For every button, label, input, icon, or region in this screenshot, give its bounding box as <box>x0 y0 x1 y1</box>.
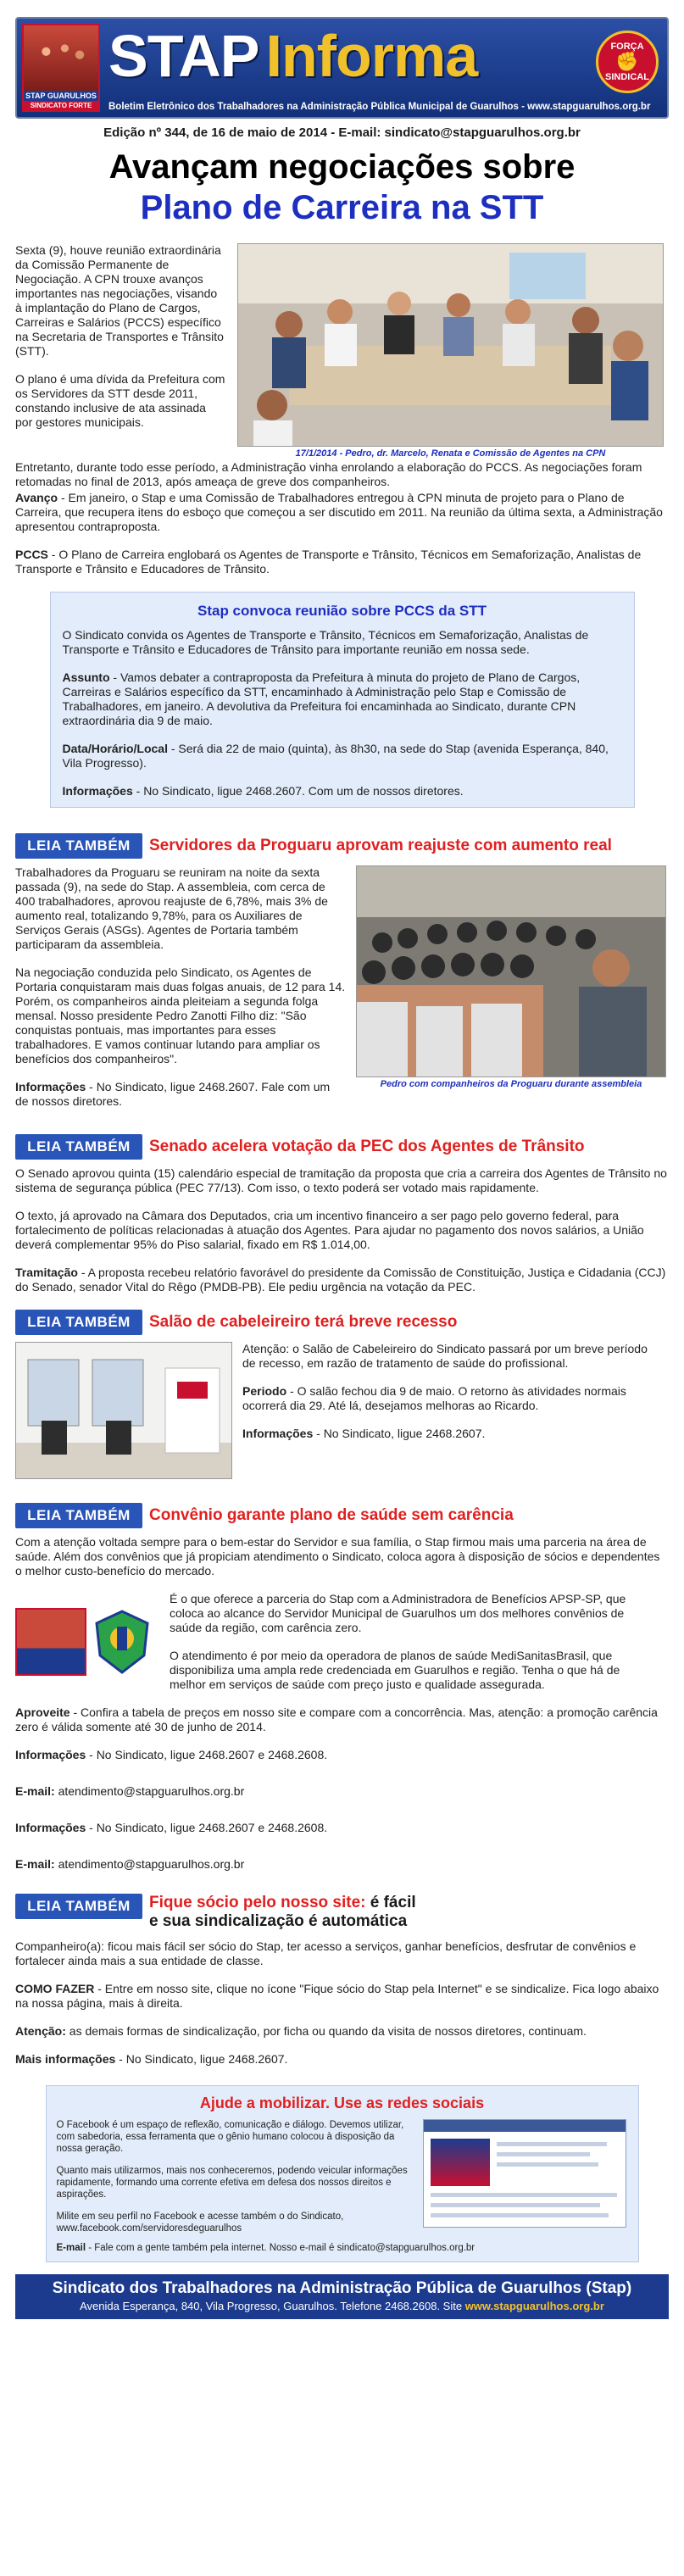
mais-info-text: - No Sindicato, ligue 2468.2607. <box>115 2052 288 2066</box>
como-fazer-text: - Entre em nosso site, clique no ícone "Fique sócio do Stap pela Internet" e se sindicalize. Fica logo abaixo na nossa página, mais à direita. <box>15 1982 659 2010</box>
salao-p2 <box>242 1384 649 1413</box>
convenio-email2-label: E-mail: <box>15 1857 55 1871</box>
como-fazer-label: COMO FAZER <box>15 1982 95 1995</box>
pccs-label: PCCS <box>15 548 48 561</box>
article-convenio <box>15 1535 669 1872</box>
article-pccs-p4 <box>15 491 669 534</box>
crowd-image <box>24 25 98 91</box>
article-pccs-p5 <box>15 548 669 576</box>
leia-tambem-label: LEIA TAMBÉM <box>15 1310 142 1335</box>
convenio-info-label: Informações <box>15 1748 86 1761</box>
stap-logo <box>22 24 100 112</box>
fb-line <box>497 2142 607 2146</box>
atencao-label: Atenção: <box>15 2024 66 2038</box>
data-horario-text: - Será dia 22 de maio (quinta), às 8h30, na sede do Stap (avenida Esperança, 840, Vila Progresso). <box>62 742 609 770</box>
article-pccs-p3: Entretanto, durante todo esse período, a Administração vinha enrolando a elaboração do PCCS. As negociações foram retomadas no final de 2013, após ameaça de greve dos companheiros. <box>15 460 642 488</box>
convenio-p2: É o que oferece a parceria do Stap com a Administradora de Benefícios APSP-SP, que coloca ao alcance do Servidor Municipal de Guarulhos um dos melhores convênios de saúde da região, com carência zero. <box>170 1592 626 1634</box>
main-headline <box>15 147 669 228</box>
periodo-text: - O salão fechou dia 9 de maio. O retorno às atividades normais ocorrerá dia 29. Até lá, desejamos melhoras ao Ricardo. <box>242 1384 626 1412</box>
article-salao-header <box>15 1310 669 1335</box>
logo-line2: SINDICATO FORTE <box>24 101 98 110</box>
leia-tambem-label: LEIA TAMBÉM <box>15 833 142 859</box>
convenio-email2-link[interactable]: atendimento@stapguarulhos.org.br <box>54 1857 245 1871</box>
proguaru-info-label: Informações <box>15 1080 86 1093</box>
social-media-box <box>46 2085 639 2262</box>
article-proguaru-body <box>15 865 346 1122</box>
socio-p4 <box>15 2052 669 2067</box>
article-pccs <box>15 243 669 459</box>
article-convenio-header <box>15 1503 669 1528</box>
aproveite-label: Aproveite <box>15 1705 70 1719</box>
proguaru-p2: Na negociação conduzida pelo Sindicato, os Agentes de Portaria conquistaram mais duas folgas anuais, de 12 para 14. Porém, os companheiros ainda pleiteiam a segunda folga mensal. Nosso presidente Pedro Zanotti Filho diz: "São conquistas pontuais, mas importantes para esses trabalhadores. E vamos continuar lutando para ampliar os benefícios dos companheiros". <box>15 965 346 1065</box>
article-pccs-p1: Sexta (9), houve reunião extraordinária da Comissão Permanente de Negociação. A CPN trouxe avanços importantes nas negociações, visando à implantação do Plano de Cargos, Carreiras e Salários (PCCS) específico na Secretaria de Transportes e Trânsito (STT). <box>15 243 224 358</box>
article-proguaru-title[interactable]: Servidores da Proguaru aprovam reajuste com aumento real <box>149 837 612 854</box>
footer-address <box>19 2300 665 2312</box>
footer-site-link[interactable]: www.stapguarulhos.org.br <box>464 2300 604 2312</box>
article-socio <box>15 1939 669 2067</box>
fb-line <box>431 2203 600 2207</box>
headline-line1: Avançam negociações sobre <box>108 148 576 186</box>
facebook-cover-image <box>431 2139 490 2186</box>
social-email-text[interactable]: - Fale com a gente também pela internet. Nosso e-mail é sindicato@stapguarulhos.org.br <box>86 2243 475 2253</box>
callout-p3 <box>63 742 622 771</box>
article-salao <box>15 1342 669 1479</box>
article-pccs-intro <box>15 243 225 459</box>
masthead <box>15 17 669 119</box>
socio-p2 <box>15 1982 669 2011</box>
footer <box>15 2274 669 2319</box>
social-p3[interactable]: Milite em seu perfil no Facebook e acesse também o do Sindicato, www.facebook.com/servidoresdeguarulhos <box>56 2212 344 2234</box>
badge-bottom-text: SINDICAL <box>605 72 649 82</box>
leia-tambem-label: LEIA TAMBÉM <box>15 1503 142 1528</box>
badge-top-text: FORÇA <box>610 42 644 52</box>
pccs-text: - O Plano de Carreira englobará os Agentes de Transporte e Trânsito, Técnicos em Semaforização, Analistas de Transporte e Trânsito e Educadores de Trânsito. <box>15 548 642 576</box>
fb-line <box>431 2193 617 2197</box>
article-senado-header <box>15 1134 669 1160</box>
footer-address-text: Avenida Esperança, 840, Vila Progresso, Guarulhos. Telefone 2468.2608. Site <box>80 2300 465 2312</box>
article-senado <box>15 1166 669 1294</box>
article-pccs-p2: O plano é uma dívida da Prefeitura com os Servidores da STT desde 2011, constando inclusive de ata assinada por gestores municipais. <box>15 372 225 429</box>
fist-icon: ✊ <box>615 51 639 72</box>
convenio-p5 <box>15 1748 669 1762</box>
senado-p3 <box>15 1266 669 1294</box>
social-p1: O Facebook é um espaço de reflexão, comunicação e diálogo. Devemos utilizar, com sabedoria, essa ferramenta que o gênio humano colocou à disposição da nossa geração. <box>56 2120 404 2154</box>
leia-tambem-label: LEIA TAMBÉM <box>15 1134 142 1160</box>
callout-p1: O Sindicato convida os Agentes de Transporte e Trânsito, Técnicos em Semaforização, Analistas de Transporte e Trânsito e Educadores de Trânsito para importante reunião em nossa sede. <box>62 628 589 656</box>
article-senado-title[interactable]: Senado acelera votação da PEC dos Agentes de Trânsito <box>149 1138 585 1155</box>
edition-line: Edição nº 344, de 16 de maio de 2014 - E-mail: sindicato@stapguarulhos.org.br <box>103 125 581 140</box>
fb-line <box>431 2213 609 2217</box>
article-proguaru-header <box>15 833 669 859</box>
facebook-page-screenshot <box>423 2119 626 2228</box>
logo-line1: STAP GUARULHOS <box>24 91 98 101</box>
stap-small-logo <box>15 1608 86 1676</box>
proguaru-photo-block <box>356 865 666 1122</box>
meeting-photo-caption: 17/1/2014 - Pedro, dr. Marcelo, Renata e Comissão de Agentes na CPN <box>295 448 606 459</box>
salao-info-label: Informações <box>242 1427 314 1440</box>
forca-sindical-badge <box>596 31 659 93</box>
proguaru-p1: Trabalhadores da Proguaru se reuniram na noite da sexta passada (9), na sede do Stap. A assembleia, com cerca de 400 trabalhadores, aprovou reajuste de 6,78%, mais 3% de aumento real, totalizando 9,78%, para os Auxiliares de Serviços Gerais (ASGs). Agentes de Portaria também participaram da assembleia. <box>15 865 328 951</box>
salao-p3 <box>242 1427 649 1441</box>
leia-tambem-label: LEIA TAMBÉM <box>15 1894 142 1919</box>
headline-line2: Plano de Carreira na STT <box>140 189 544 226</box>
article-salao-body <box>242 1342 649 1479</box>
social-email <box>57 2243 628 2253</box>
meeting-callout <box>50 592 635 808</box>
avanco-label: Avanço <box>15 491 58 504</box>
periodo-label: Periodo <box>242 1384 287 1398</box>
facebook-header-bar <box>424 2120 626 2132</box>
callout-title: Stap convoca reunião sobre PCCS da STT <box>197 603 487 619</box>
convenio-email-link[interactable]: atendimento@stapguarulhos.org.br <box>54 1784 245 1798</box>
social-title: Ajude a mobilizar. Use as redes sociais <box>199 2095 485 2111</box>
masthead-title-informa: Informa <box>265 23 478 89</box>
article-proguaru <box>15 865 669 1122</box>
fb-line <box>497 2152 590 2156</box>
socio-p1: Companheiro(a): ficou mais fácil ser sócio do Stap, ter acesso a serviços, ganhar benefícios, desfrutar de convênios e fortalecer ainda mais a sua entidade de classe. <box>15 1939 637 1967</box>
salao-info-text: - No Sindicato, ligue 2468.2607. <box>313 1427 486 1440</box>
convenio-p6 <box>15 1784 669 1799</box>
senado-p2: O texto, já aprovado na Câmara dos Deputados, cria um incentivo financeiro a ser pago pelo governo federal, para fortalecimento de políticas relacionadas à atuação dos Agentes. Para ajudar no pagamento dos novos salários, a União deverá complementar 95% do Piso salarial, fixado em R$ 1.014,00. <box>15 1209 644 1251</box>
apsp-logo <box>92 1608 153 1676</box>
convenio-p1: Com a atenção voltada sempre para o bem-estar do Servidor e sua família, o Stap firmou mais uma parceria na área de saúde. Além dos convênios que já propiciam atendimento o Sindicato, coloca agora à disposição de sócios e dependentes o melhor custo-benefício do mercado. <box>15 1535 660 1577</box>
convenio-info2-text: - No Sindicato, ligue 2468.2607 e 2468.2608. <box>86 1821 328 1834</box>
salon-photo <box>15 1342 232 1479</box>
article-socio-title[interactable] <box>149 1894 416 1931</box>
masthead-subtitle-text: Boletim Eletrônico dos Trabalhadores na Administração Pública Municipal de Guarulhos - <box>108 102 528 112</box>
article-pccs-body <box>15 460 669 576</box>
tramitacao-label: Tramitação <box>15 1266 78 1279</box>
convenio-email-label: E-mail: <box>15 1784 55 1798</box>
convenio-logos <box>15 1592 159 1692</box>
convenio-p7 <box>15 1821 669 1835</box>
tramitacao-text: - A proposta recebeu relatório favorável do presidente da Comissão de Constituição, Justiça e Cidadania (CCJ) do Senado, senador Vital do Rêgo (PMDB-PB). Ele pediu urgência na votação da PEC. <box>15 1266 666 1294</box>
assunto-label: Assunto <box>62 670 110 684</box>
social-p2: Quanto mais utilizarmos, mais nos conheceremos, podendo veicular informações rapidamente, formando uma corrente efetiva em defesa dos nossos direitos e aspirações. <box>56 2166 408 2200</box>
proguaru-p3 <box>15 1080 346 1109</box>
socio-title-black2: e sua sindicalização é automática <box>149 1912 408 1930</box>
convenio-info2-label: Informações <box>15 1821 86 1834</box>
article-pccs-photo-block <box>237 243 664 459</box>
mais-info-label: Mais informações <box>15 2052 116 2066</box>
masthead-subtitle <box>108 102 659 112</box>
convenio-p4 <box>15 1705 669 1734</box>
convenio-logos-row <box>15 1592 669 1692</box>
assembly-photo-caption: Pedro com companheiros da Proguaru durante assembleia <box>380 1079 642 1089</box>
avanco-text: - Em janeiro, o Stap e uma Comissão de Trabalhadores entregou à CPN minuta de projeto para o Plano de Carreira, que recupera itens do esboço que começou a ser discutido em 2011. Na reunião da última sexta, a Administração apresentou contraproposta. <box>15 491 663 533</box>
convenio-side-text <box>170 1592 657 1692</box>
footer-org-name: Sindicato dos Trabalhadores na Administração Pública de Guarulhos (Stap) <box>52 2279 632 2297</box>
convenio-info-text: - No Sindicato, ligue 2468.2607 e 2468.2608. <box>86 1748 328 1761</box>
callout-info-text: - No Sindicato, ligue 2468.2607. Com um de nossos diretores. <box>132 784 464 798</box>
socio-title-black1: é fácil <box>365 1894 416 1911</box>
article-socio-header <box>15 1894 669 1931</box>
masthead-title <box>108 22 477 90</box>
convenio-p8 <box>15 1857 669 1872</box>
assunto-text: - Vamos debater a contraproposta da Prefeitura à minuta do projeto de Plano de Cargos, Carreiras e Salários específico da STT, encaminhado à Administração pelo Stap e Comissão de Trabalhadores, em janeiro. A devolutiva da Prefeitura foi encaminhada ao Sindicato, durante CPN extraordinária dia 9 de maio. <box>62 670 581 727</box>
masthead-title-stap: STAP <box>108 23 259 89</box>
masthead-site-link[interactable]: www.stapguarulhos.org.br <box>527 102 651 112</box>
social-email-label: E-mail <box>56 2243 86 2253</box>
callout-p2 <box>63 670 622 728</box>
socio-p3 <box>15 2024 669 2039</box>
aproveite-text: - Confira a tabela de preços em nosso site e compare com a concorrência. Mas, atenção: a promoção carência zero é válida somente até 30 de junho de 2014. <box>15 1705 658 1733</box>
article-salao-title[interactable]: Salão de cabeleireiro terá breve recesso <box>149 1313 458 1331</box>
social-text <box>57 2119 413 2234</box>
callout-info-label: Informações <box>62 784 133 798</box>
assembly-photo <box>356 865 666 1077</box>
atencao-text: as demais formas de sindicalização, por ficha ou quando da visita de nossos diretores, continuam. <box>65 2024 587 2038</box>
convenio-p3: O atendimento é por meio da operadora de planos de saúde MediSanitasBrasil, que disponibiliza uma ampla rede credenciada em Guarulhos e região. Tenha o que há de melhor em serviços de saúde com preço justo e qualidade assegurada. <box>170 1649 620 1691</box>
data-horario-label: Data/Horário/Local <box>62 742 168 755</box>
callout-p4 <box>63 784 622 798</box>
meeting-photo <box>237 243 664 447</box>
proguaru-info-text: - No Sindicato, ligue 2468.2607. Fale com um de nossos diretores. <box>15 1080 331 1108</box>
fb-line <box>497 2162 598 2167</box>
senado-p1: O Senado aprovou quinta (15) calendário especial de tramitação da proposta que cria a carreira dos Agentes de Trânsito no sistema de segurança pública (PEC 77/13). Com isso, o texto poderá ser votado mais rapidamente. <box>15 1166 667 1194</box>
article-convenio-title[interactable]: Convênio garante plano de saúde sem carência <box>149 1506 514 1524</box>
salao-p1: Atenção: o Salão de Cabeleireiro do Sindicato passará por um breve período de recesso, em razão de tratamento de saúde do profissional. <box>242 1342 648 1370</box>
socio-title-red: Fique sócio pelo nosso site: <box>149 1894 366 1911</box>
